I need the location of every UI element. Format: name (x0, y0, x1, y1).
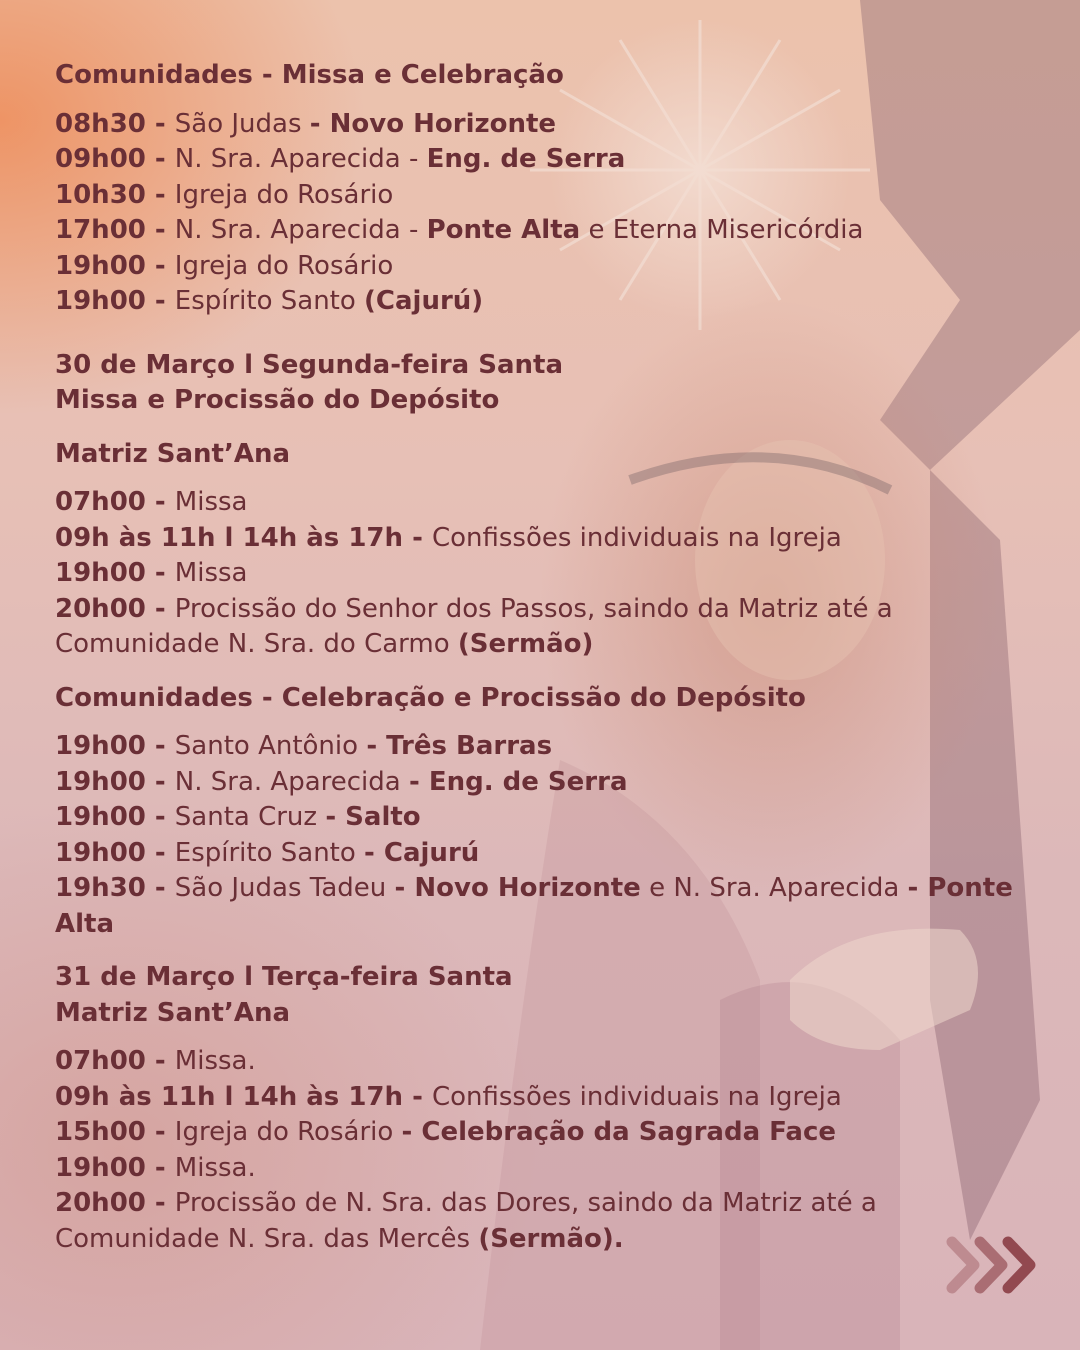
schedule-item (55, 178, 1015, 214)
item-text: São Judas Tadeu (174, 873, 395, 903)
item-time: 10h30 - (55, 179, 175, 210)
item-emphasis: - Novo Horizonte (309, 108, 557, 139)
schedule-item (55, 213, 1015, 249)
schedule-item (55, 836, 1015, 872)
schedule-item (55, 871, 1015, 942)
item-time: 19h00 - (55, 1152, 175, 1183)
day-subtitle: Missa e Procissão do Depósito (55, 385, 500, 415)
location-heading: Matriz Sant’Ana (55, 438, 291, 469)
item-time: 09h00 - (55, 144, 175, 174)
item-text: Igreja do Rosário (174, 179, 394, 210)
item-time: 08h30 - (55, 108, 175, 139)
section-heading: Comunidades - Missa e Celebração (55, 60, 564, 90)
item-time: 19h00 - (55, 766, 175, 797)
item-time: 19h00 - (55, 731, 175, 761)
item-text: Missa (174, 558, 248, 588)
item-emphasis: (Cajurú) (364, 286, 484, 316)
schedule-item (55, 1080, 1015, 1116)
item-time: 19h00 - (55, 250, 175, 281)
item-emphasis: - Três Barras (366, 731, 553, 761)
item-emphasis: Eng. de Serra (426, 144, 626, 174)
item-text-extra: e Eterna Misericórdia (580, 215, 864, 245)
schedule-item (55, 765, 1015, 801)
item-text: São Judas (174, 108, 310, 139)
item-time: 17h00 - (55, 215, 175, 245)
item-text: Santa Cruz (174, 802, 326, 832)
item-text: N. Sra. Aparecida (174, 766, 409, 797)
item-emphasis: (Sermão) (457, 629, 594, 659)
item-text: Igreja do Rosário (174, 250, 394, 281)
item-text: N. Sra. Aparecida - (174, 144, 427, 174)
section-heading: Comunidades - Celebração e Procissão do Depósito (55, 682, 806, 713)
item-text: Missa (174, 487, 248, 517)
schedule-item (55, 1115, 1015, 1151)
item-time: 19h00 - (55, 558, 175, 588)
schedule-item (55, 284, 1015, 320)
day-title: 31 de Março l Terça-feira Santa (55, 962, 513, 992)
item-text: Santo Antônio (174, 731, 367, 761)
schedule-item (55, 729, 1015, 765)
schedule-item (55, 521, 1015, 557)
schedule-item (55, 249, 1015, 285)
schedule-item (55, 485, 1015, 521)
schedule-item (55, 142, 1015, 178)
item-text-extra: e N. Sra. Aparecida (640, 873, 908, 903)
item-time: 19h00 - (55, 286, 175, 316)
chevron-triple-right-icon[interactable] (940, 1230, 1050, 1300)
schedule-item (55, 1044, 1015, 1080)
item-emphasis: (Sermão). (478, 1223, 624, 1254)
item-emphasis: Ponte Alta (426, 215, 581, 245)
item-emphasis: - Salto (325, 802, 421, 832)
item-emphasis-extra: - Ponte Alta (55, 873, 1013, 939)
item-time: 20h00 - (55, 593, 175, 624)
item-emphasis: - Celebração da Sagrada Face (401, 1117, 836, 1147)
item-text: Confissões individuais na Igreja (431, 522, 842, 553)
schedule-item (55, 1186, 990, 1257)
schedule-item (55, 556, 1015, 592)
schedule-item (55, 592, 990, 663)
item-text: Procissão do Senhor dos Passos, saindo da Matriz até a Comunidade N. Sra. do Carmo (55, 593, 893, 659)
item-emphasis: - Novo Horizonte (394, 873, 641, 903)
schedule-content (55, 58, 1015, 1257)
item-time: 07h00 - (55, 487, 175, 517)
item-time: 19h00 - (55, 837, 175, 868)
item-text: Igreja do Rosário (174, 1117, 402, 1147)
schedule-item (55, 1151, 1015, 1187)
item-time: 19h30 - (55, 873, 175, 903)
item-time: 19h00 - (55, 802, 175, 832)
item-text: Espírito Santo (174, 286, 365, 316)
item-text: Espírito Santo (174, 837, 365, 868)
item-text: Missa. (174, 1046, 256, 1076)
location-heading: Matriz Sant’Ana (55, 997, 291, 1028)
item-emphasis: - Eng. de Serra (408, 766, 628, 797)
item-time: 15h00 - (55, 1117, 175, 1147)
schedule-item (55, 107, 1015, 143)
item-text: Procissão de N. Sra. das Dores, saindo da Matriz até a Comunidade N. Sra. das Mercês (55, 1188, 877, 1254)
item-time: 20h00 - (55, 1188, 175, 1218)
item-time: 07h00 - (55, 1046, 175, 1076)
day-title: 30 de Março l Segunda-feira Santa (55, 349, 564, 380)
item-time: 09h às 11h l 14h às 17h - (55, 1081, 432, 1112)
item-text: Confissões individuais na Igreja (431, 1081, 842, 1112)
item-time: 09h às 11h l 14h às 17h - (55, 522, 432, 553)
item-text: N. Sra. Aparecida - (174, 215, 427, 245)
item-emphasis: - Cajurú (364, 837, 480, 868)
schedule-item (55, 800, 1015, 836)
item-text: Missa. (174, 1152, 256, 1183)
